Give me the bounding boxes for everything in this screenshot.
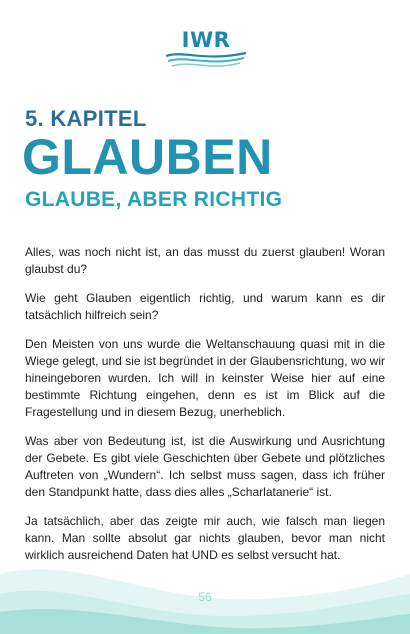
paragraph: Was aber von Bedeutung ist, ist die Auswirkung und Ausrichtung der Gebete. Es gibt viele Geschichten über Gebete und plötzliches Auftreten von „Wundern“. Ich selbst muss sagen, dass ich früher den Standpunkt hatte, dass dies alles „Scharlatanerie“ ist. [25,434,385,499]
chapter-label: 5. KAPITEL [25,106,147,131]
iwr-logo [164,24,248,72]
logo-wave-icon [164,50,248,70]
chapter-title: GLAUBEN [22,129,273,185]
logo-text: IWR [181,28,231,52]
body-text [25,244,385,576]
page-number: 56 [198,590,212,604]
paragraph: Den Meisten von uns wurde die Weltanschauung quasi mit in die Wiege gelegt, und sie ist begründet in der Glaubensrichtung, wo wir hineingeboren wurden. Ich will in keinster Weise hier auf eine bestimmte Richtung eingehen, denn es ist im Blick auf die Fragestellung und in diesem Bezug, unerheblich. [25,337,385,419]
chapter-subtitle: GLAUBE, ABER RICHTIG [25,188,283,211]
paragraph: Ja tatsächlich, aber das zeigte mir auch, wie falsch man liegen kann. Man sollte absolut gar nichts glauben, bevor man nicht wirklich ausreichend Daten hat UND es selbst versucht hat. [25,514,385,562]
paragraph: Wie geht Glauben eigentlich richtig, und warum kann es dir tatsächlich hilfreich sein? [25,291,385,322]
footer-wave-decoration [0,544,410,634]
paragraph: Alles, was noch nicht ist, an das musst du zuerst glauben! Woran glaubst du? [25,245,385,276]
